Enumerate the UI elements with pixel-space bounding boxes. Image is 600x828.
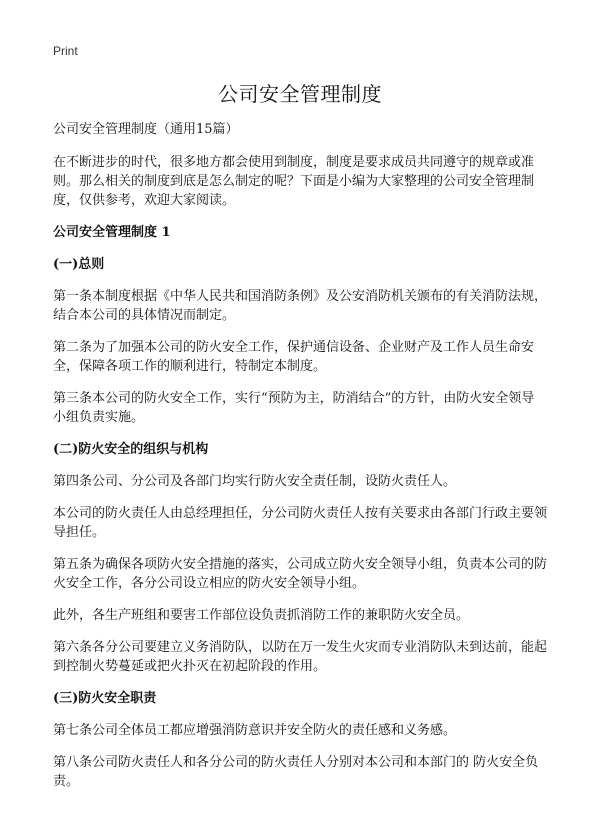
article-4-continued: 本公司的防火责任人由总经理担任，分公司防火责任人按有关要求由各部门行政主要领导担任。 [53,506,548,540]
article-5-continued: 此外，各生产班组和要害工作部位设负责抓消防工作的兼职防火安全员。 [53,608,470,623]
section-heading-organization: (二)防火安全的组织与机构 [53,442,209,457]
part-heading: 公司安全管理制度 1 [53,225,171,240]
article-6: 第六条各分公司要建立义务消防队，以防在万一发生火灾而专业消防队未到达前，能起到控制火势蔓延或把火扑灭在初起阶段的作用。 [53,640,548,674]
article-8: 第八条公司防火责任人和各分公司的防火责任人分别对本公司和本部门的 防火安全负责。 [53,755,539,789]
article-2: 第二条为了加强本公司的防火安全工作，保护通信设备、企业财产及工作人员生命安全，保障各项工作的顺利进行，特制定本制度。 [53,340,535,374]
print-link[interactable]: Print [53,44,78,58]
article-3: 第三条本公司的防火安全工作，实行“预防为主，防消结合”的方针，由防火安全领导小组负责实施。 [53,391,535,425]
section-heading-duties: (三)防火安全职责 [53,691,157,706]
article-1: 第一条本制度根据《中华人民共和国消防条例》及公安消防机关颁布的有关消防法规，结合本公司的具体情况而制定。 [53,289,548,323]
article-7: 第七条公司全体员工都应增强消防意识并安全防火的责任感和义务感。 [53,723,457,738]
article-5: 第五条为确保各项防火安全措施的落实，公司成立防火安全领导小组，负责本公司的防火安全工作，各分公司设立相应的防火安全领导小组。 [53,557,548,591]
article-4: 第四条公司、分公司及各部门均实行防火安全责任制，设防火责任人。 [53,474,457,489]
intro-paragraph: 在不断进步的时代，很多地方都会使用到制度，制度是要求成员共同遵守的规章或准则。那么相关的制度到底是怎么制定的呢？下面是小编为大家整理的公司安全管理制度，仅供参考，欢迎大家阅读。 [53,155,535,208]
document-subtitle: 公司安全管理制度（通用15篇） [53,122,239,137]
section-heading-general: (一)总则 [53,257,105,272]
document-title: 公司安全管理制度 [218,82,382,106]
document-body [53,120,547,804]
